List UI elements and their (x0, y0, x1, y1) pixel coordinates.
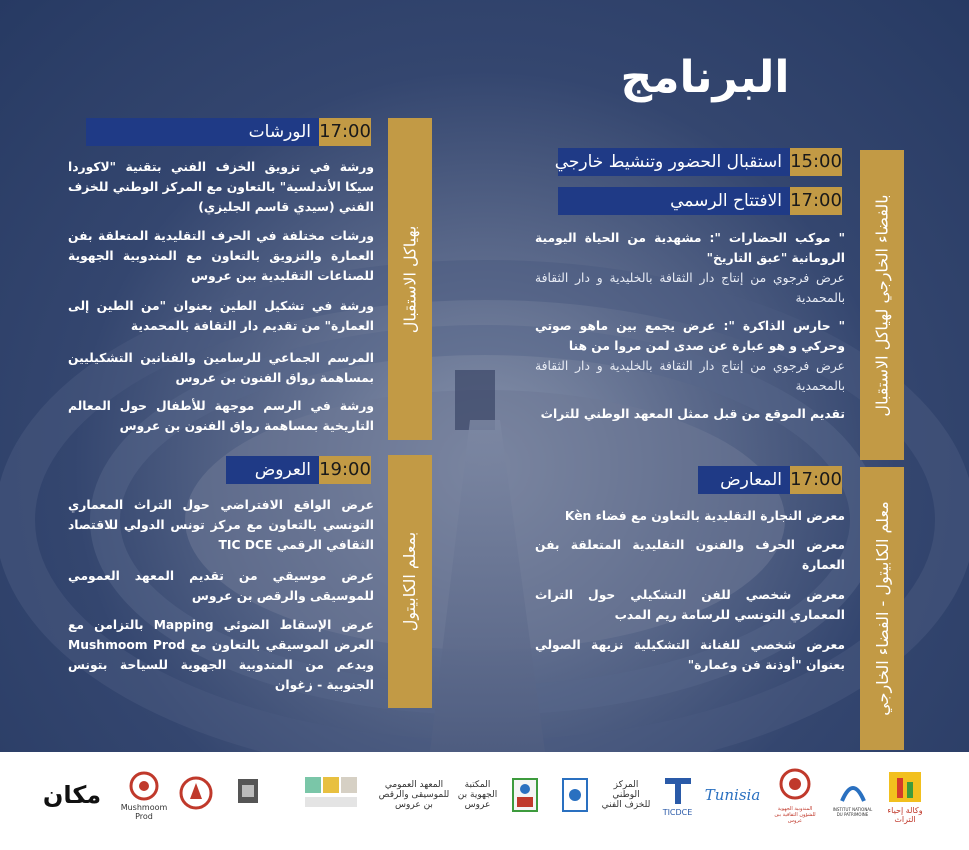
list-item: ورشات مختلفة في الحرف التقليدية المتعلقة بفن العمارة والتزويق بالتعاون مع المندوبية الجهوية للصناعات التقليدية ببن عروس (68, 229, 374, 283)
list-item: تقديم الموقع من قبل ممثل المعهد الوطني للتراث (540, 407, 845, 421)
list-item: معرض شخصي للفن التشكيلي حول التراث المعماري التونسي للرسامة ريم المدب (535, 588, 845, 622)
time-badge: 17:00 (790, 187, 842, 215)
page-title: البرنامج (620, 52, 790, 103)
schedule-bar-shows (226, 456, 371, 484)
logo-agency-heritage: وكالة إحياء التراث (880, 760, 930, 830)
list-item: ورشة في تزويق الخزف الفني بتقنية "لاكوردا سيكا الأندلسية" بالتعاون مع المركز الوطني للخزف الفني (سيدي قاسم الجليزي) (68, 160, 374, 214)
logo-music-institute: المعهد العمومي للموسيقى والرقص بن عروس (378, 780, 450, 810)
time-badge: 17:00 (790, 466, 842, 494)
logo-governorate-benarous (505, 760, 545, 830)
list-item: معرض النجارة التقليدية بالتعاون مع فضاء Kèn (564, 509, 845, 523)
section-label: المعارض (720, 470, 782, 490)
logo-regional-culture: المندوبية الجهوية للشؤون الثقافية ببن عروس (770, 760, 820, 830)
vertical-label-right-top: بالفضاء الخارجي لهياكل الاستقبال (860, 150, 904, 460)
section-label: العروض (254, 460, 311, 480)
schedule-bar-opening (558, 187, 842, 215)
time-badge: 19:00 (319, 456, 371, 484)
list-item: معرض شخصي للفنانة التشكيلية نزيهة الصولي بعنوان "أوذنة فن وعمارة" (535, 638, 845, 672)
list-item: عرض الإسقاط الضوئي Mapping بالتزامن مع العرض الموسيقي بالتعاون مع Mushmoom Prod وبدعم من المندوبية الجهوية للسياحة بتونس الجنوبية - زغوان (68, 618, 374, 692)
vertical-label-right-bottom: معلم الكابيتول - الفضاء الخارجي (860, 467, 904, 750)
list-item: عرض الواقع الافتراضي حول التراث المعماري التونسي بالتعاون مع مركز تونس الدولي للاقتصاد الثقافي الرقمي TIC DCE (68, 498, 374, 552)
time-badge: 17:00 (319, 118, 371, 146)
logo-tunisia: Tunisia (704, 786, 761, 804)
logo-rawak-arts (298, 760, 368, 830)
vertical-label-left-top: بهياكل الاستقبال (388, 118, 432, 440)
logo-national-ceramics-center: المركز الوطني للخزف الفني (601, 780, 651, 810)
list-item: ورشة في الرسم موجهة للأطفال حول المعالم التاريخية بمساهمة رواق الفنون بن عروس (68, 399, 374, 433)
schedule-bar-workshops (86, 118, 371, 146)
list-item: المرسم الجماعي للرسامين والفنانين التشكيليين بمساهمة رواق الفنون بن عروس (68, 351, 374, 385)
section-label: الافتتاح الرسمي (670, 191, 782, 211)
logo-inp: INSTITUT NATIONAL DU PATRIMOINE (830, 760, 875, 830)
list-item: عرض موسيقي من تقديم المعهد العمومي للموسيقى والرقص بن عروس (68, 569, 374, 603)
logo-ticdce: TICDCE (655, 760, 700, 830)
list-item: " موكب الحضارات ": مشهدية من الحياة اليومية الرومانية "عبق التاريخ" عرض فرجوي من إنتاج دار الثقافة بالخليدية و دار الثقافة بالمحمدية (535, 231, 845, 305)
vertical-label-left-bottom: بمعلم الكابيتول (388, 455, 432, 708)
section-label: الورشات (248, 122, 311, 142)
logo-khelidia (176, 760, 216, 830)
logo-bank (555, 760, 595, 830)
time-badge: 15:00 (790, 148, 842, 176)
list-item: معرض الحرف والفنون التقليدية المتعلقة بفن العمارة (535, 538, 845, 572)
list-item: " حارس الذاكرة ": عرض يجمع بين ماهو صوتي وحركي و هو عبارة عن صدى لمن مروا من هنا عرض فرجوي من إنتاج دار الثقافة بالخليدية و دار الثقافة بالمحمدية (535, 319, 845, 393)
logo-mushmoom-prod: Mushmoom Prod (122, 760, 166, 830)
logo-regional-library: المكتبة الجهوية بن عروس (457, 780, 498, 810)
schedule-bar-exhibitions (698, 466, 842, 494)
sponsor-logos-strip (0, 752, 969, 850)
list-item: ورشة في تشكيل الطين بعنوان "من الطين إلى العمارة" من تقديم دار الثقافة بالمحمدية (68, 299, 374, 333)
schedule-bar-reception (554, 148, 842, 176)
logo-culture-house-mohammedia (228, 760, 268, 830)
logo-makan: مكان (42, 781, 102, 809)
section-label: استقبال الحضور وتنشيط خارجي (554, 152, 782, 172)
